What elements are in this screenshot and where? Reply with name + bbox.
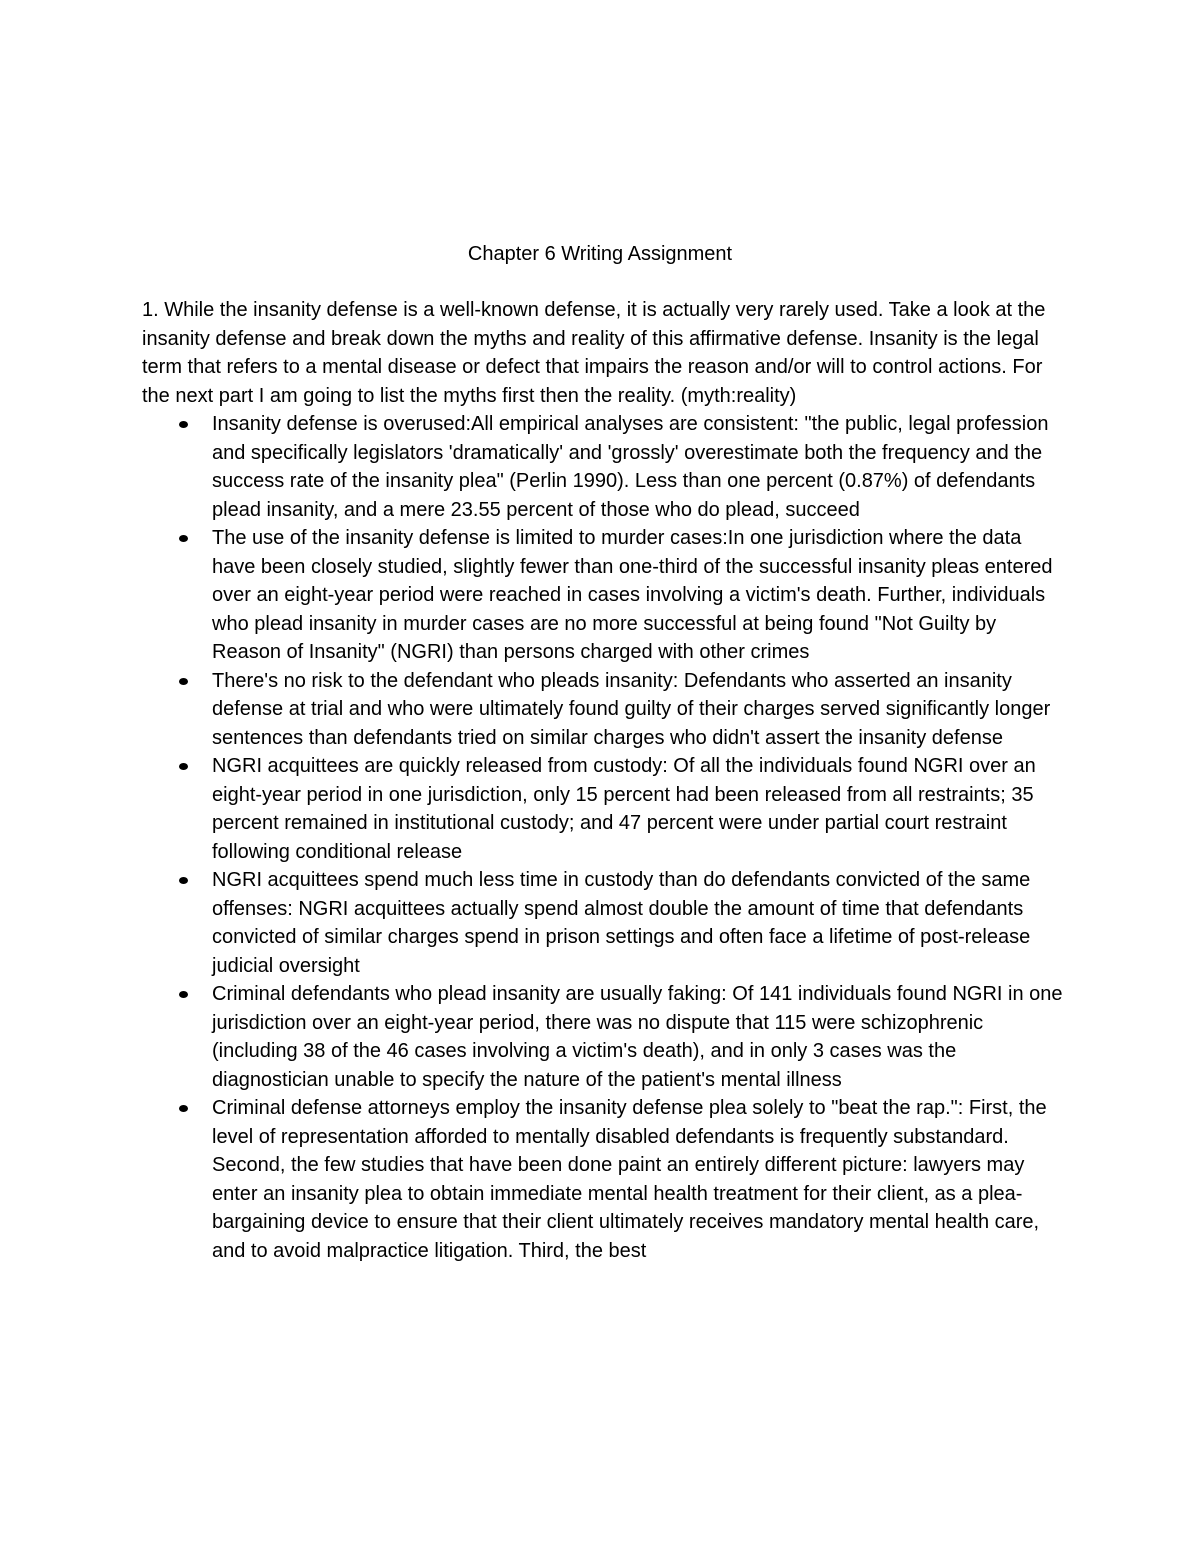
bullet-dot-icon [179,421,188,428]
list-item [142,524,1064,667]
question-intro-paragraph: 1. While the insanity defense is a well-known defense, it is actually very rarely used. Take a look at the insanity defense and break down the myths and reality of this affirmative defense. Insanity is the legal term that refers to a mental disease or defect that impairs the reason and/or will to control actions. For the next part I am going to list the myths first then the reality. (myth:reality) [142,299,1046,407]
list-item [142,752,1064,866]
list-item-text: The use of the insanity defense is limited to murder cases:In one jurisdiction where the data have been closely studied, slightly fewer than one-third of the successful insanity pleas entered over an eight-year period were reached in cases involving a victim's death. Further, individuals who plead insanity in murder cases are no more successful at being found "Not Guilty by Reason of Insanity" (NGRI) than persons charged with other crimes [212,527,1053,663]
list-item [142,410,1064,524]
bullet-dot-icon [179,991,188,998]
list-item-text: Criminal defense attorneys employ the insanity defense plea solely to "beat the rap.": First, the level of representation afforded to mentally disabled defendants is frequently substandard. Second, the few studies that have been done paint an entirely different picture: lawyers may enter an insanity plea to obtain immediate mental health treatment for their client, as a plea-bargaining device to ensure that their client ultimately receives mandatory mental health care, and to avoid malpractice litigation. Third, the best [212,1097,1047,1262]
list-item-text: NGRI acquittees are quickly released from custody: Of all the individuals found NGRI over an eight-year period in one jurisdiction, only 15 percent had been released from all restraints; 35 percent remained in institutional custody; and 47 percent were under partial court restraint following conditional release [212,755,1036,863]
list-item [142,667,1064,753]
bullet-dot-icon [179,535,188,542]
list-item-text: Criminal defendants who plead insanity are usually faking: Of 141 individuals found NGRI in one jurisdiction over an eight-year period, there was no dispute that 115 were schizophrenic (including 38 of the 46 cases involving a victim's death), and in only 3 cases was the diagnostician unable to specify the nature of the patient's mental illness [212,983,1063,1091]
bullet-dot-icon [179,1105,188,1112]
document-body [142,296,1064,1265]
list-item-text: Insanity defense is overused:All empirical analyses are consistent: "the public, legal profession and specifically legislators 'dramatically' and 'grossly' overestimate both the frequency and the success rate of the insanity plea" (Perlin 1990). Less than one percent (0.87%) of defendants plead insanity, and a mere 23.55 percent of those who do plead, succeed [212,413,1049,521]
bullet-dot-icon [179,877,188,884]
myth-reality-list [142,410,1064,1265]
document-title: Chapter 6 Writing Assignment [467,243,733,265]
list-item [142,1094,1064,1265]
bullet-dot-icon [179,763,188,770]
list-item-text: There's no risk to the defendant who pleads insanity: Defendants who asserted an insanity defense at trial and who were ultimately found guilty of their charges served significantly longer sentences than defendants tried on similar charges who didn't assert the insanity defense [212,669,1051,749]
list-item [142,866,1064,980]
list-item-text: NGRI acquittees spend much less time in custody than do defendants convicted of the same offenses: NGRI acquittees actually spend almost double the amount of time that defendants convicted of similar charges spend in prison settings and often face a lifetime of post-release judicial oversight [212,869,1031,977]
list-item [142,980,1064,1094]
bullet-dot-icon [179,678,188,685]
